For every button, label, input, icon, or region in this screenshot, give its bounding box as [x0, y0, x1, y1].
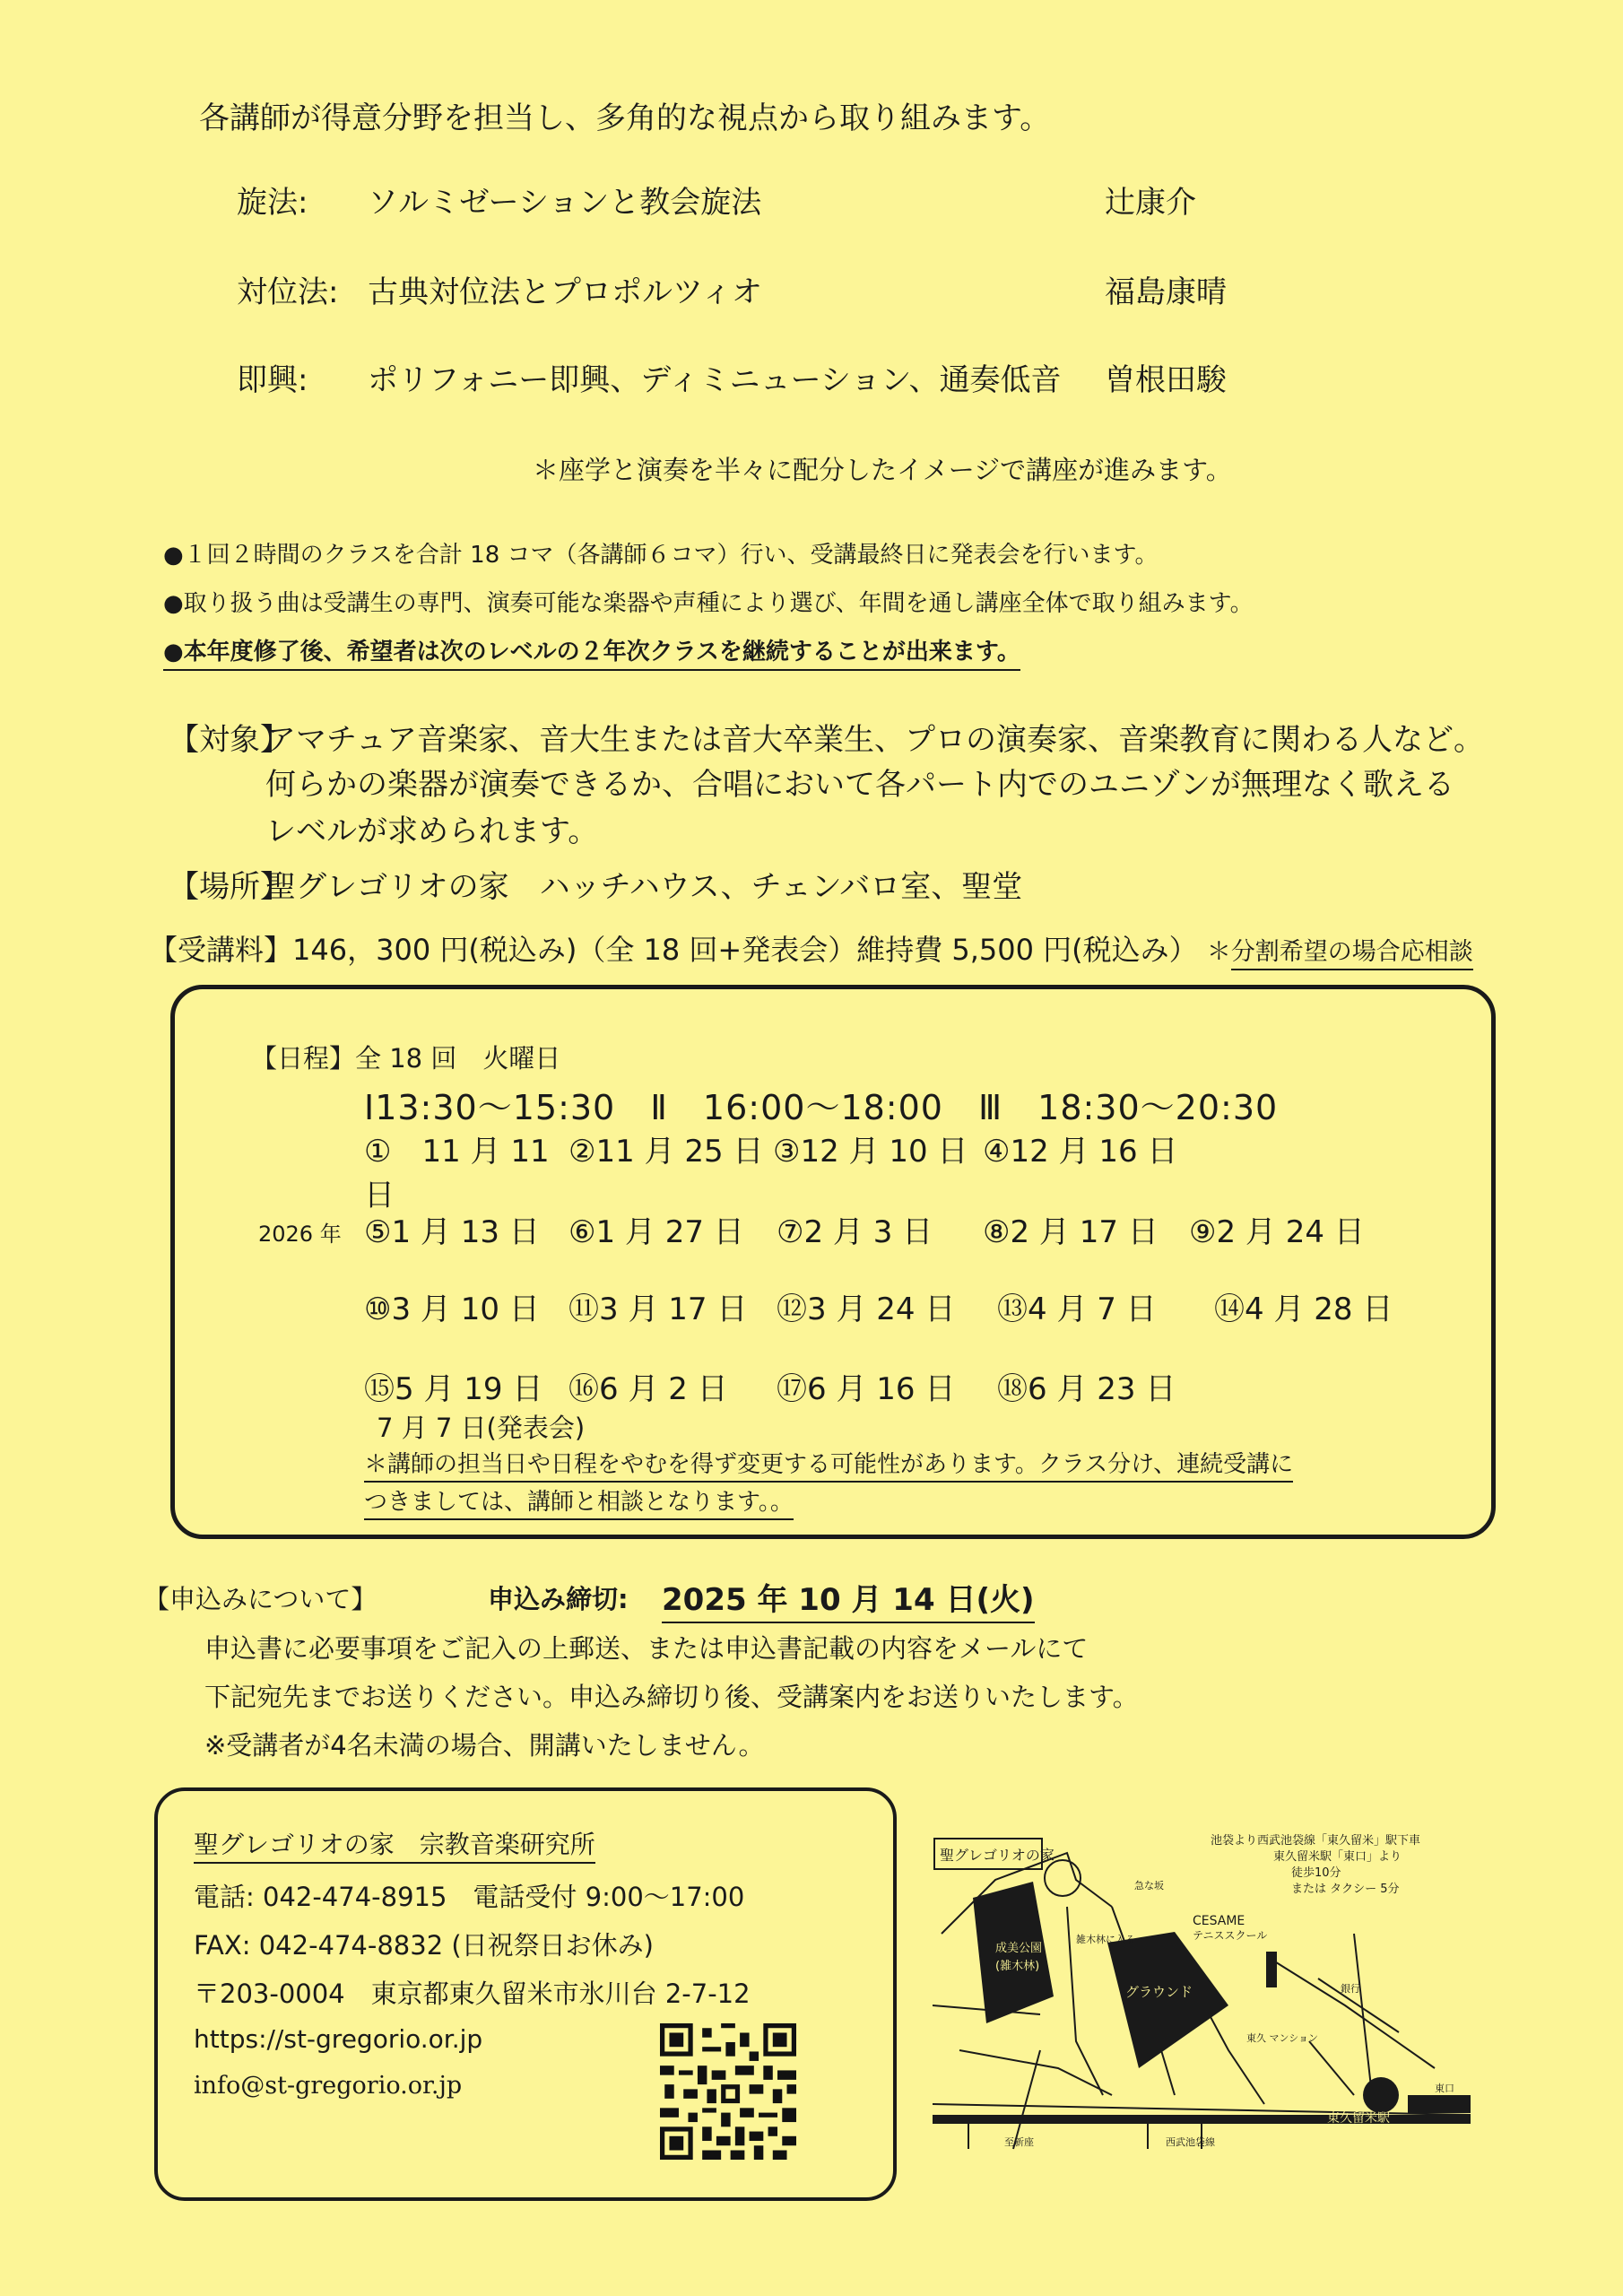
map-bottom-left: 至新座: [1004, 2136, 1034, 2148]
date-item: ⑱6 月 23 日: [997, 1371, 1176, 1407]
map-station: 東久留米駅: [1327, 2111, 1390, 2126]
date-item: ⑤1 月 13 日: [364, 1214, 540, 1250]
date-item: ⑮5 月 19 日: [364, 1371, 543, 1407]
fee-note: 分割希望の場合応相談: [1231, 938, 1473, 970]
contact-address: 〒203-0004 東京都東久留米市氷川台 2-7-12: [194, 1979, 751, 2009]
course-teacher: 曽根田駿: [1105, 362, 1227, 398]
date-item: ②11 月 25 日: [568, 1134, 764, 1170]
course-teacher: 辻康介: [1105, 185, 1196, 221]
map-directions: 池袋より西武池袋線「東久留米」駅下車: [1211, 1834, 1421, 1848]
schedule-note-1: ＊講師の担当日や日程をやむを得ず変更する可能性があります。クラス分け、連続受講に: [364, 1446, 1293, 1479]
date-item: ⑬4 月 7 日: [997, 1292, 1157, 1327]
date-item: ④12 月 16 日: [983, 1134, 1178, 1170]
application-line: 申込書に必要事項をご記入の上郵送、または申込書記載の内容をメールにて: [204, 1633, 1089, 1664]
contact-tel: 電話: 042-474-8915 電話受付 9:00～17:00: [194, 1882, 745, 1912]
date-item: ⑨2 月 24 日: [1189, 1214, 1365, 1250]
course-subject: 即興:: [237, 362, 308, 398]
deadline-date: 2025 年 10 月 14 日(火): [662, 1575, 1035, 1623]
contact-email[interactable]: info@st-gregorio.or.jp: [194, 2072, 463, 2100]
map-title: 聖グレゴリオの家: [940, 1847, 1055, 1864]
map-tennis: CESAME: [1193, 1914, 1245, 1928]
map-bottom-mid: 西武池袋線: [1166, 2136, 1215, 2148]
date-item: ⑫3 月 24 日: [777, 1292, 956, 1327]
date-item: ① 11 月 11 日: [364, 1134, 550, 1213]
course-teacher: 福島康晴: [1105, 274, 1227, 310]
course-content: ソルミゼーションと教会旋法: [368, 185, 762, 221]
course-note: ＊座学と演奏を半々に配分したイメージで講座が進みます。: [533, 455, 1232, 485]
map-road-label: 雑木林に入る: [1076, 1934, 1135, 1945]
map-park: 成美公園: [995, 1942, 1043, 1955]
date-item: ⑯6 月 2 日: [568, 1371, 728, 1407]
recital-date: 7 月 7 日(発表会): [377, 1413, 586, 1443]
fee-line: [149, 927, 1473, 969]
map-park-sub: (雑木林): [995, 1960, 1040, 1973]
bullet-item: ●１回２時間のクラスを合計 18 コマ（各講師６コマ）行い、受講最終日に発表会を行います。: [163, 542, 1159, 569]
date-row: [364, 1126, 1177, 1214]
date-row: [364, 1284, 1393, 1328]
date-item: ⑪3 月 17 日: [568, 1292, 748, 1327]
intro-text: 各講師が得意分野を担当し、多角的な視点から取り組みます。: [199, 100, 1051, 136]
course-content: ポリフォニー即興、ディミニューション、通奏低音: [368, 362, 1062, 398]
date-item: ⑦2 月 3 日: [777, 1214, 933, 1250]
access-map: [933, 1826, 1471, 2158]
date-item: ⑰6 月 16 日: [777, 1371, 956, 1407]
date-item: ⑭4 月 28 日: [1214, 1292, 1393, 1327]
application-line: 下記宛先までお送りください。申込み締切り後、受講案内をお送りいたします。: [204, 1682, 1139, 1712]
course-content: 古典対位法とプロポルツィオ: [368, 274, 762, 310]
map-directions: 徒歩10分: [1291, 1866, 1341, 1880]
qr-code: [660, 2023, 796, 2160]
fee-value: 146，300 円(税込み)（全 18 回+発表会）維持費 5,500 円(税込み）: [292, 933, 1198, 967]
course-subject: 対位法:: [237, 274, 339, 310]
bullet-item-highlight: ●本年度修了後、希望者は次のレベルの２年次クラスを継続することが出来ます。: [163, 633, 1020, 671]
target-line: アマチュア音楽家、音大生または音大卒業生、プロの演奏家、音楽教育に関わる人など。: [265, 722, 1484, 758]
date-row: [364, 1364, 1176, 1408]
fee-label: 【受講料】: [149, 933, 293, 967]
map-tennis-sub: テニススクール: [1193, 1929, 1268, 1942]
schedule-times: Ⅰ13:30～15:30 Ⅱ 16:00～18:00 Ⅲ 18:30～20:30: [364, 1088, 1279, 1127]
date-item: ③12 月 10 日: [773, 1134, 968, 1170]
map-mansion: 東久 マンション: [1246, 2032, 1319, 2044]
schedule-header: 【日程】全 18 回 火曜日: [251, 1043, 561, 1074]
bullet-item: ●取り扱う曲は受講生の専門、演奏可能な楽器や声種により選び、年間を通し講座全体で取り組みます。: [163, 590, 1254, 617]
map-directions: 東久留米駅「東口」より: [1273, 1850, 1402, 1864]
application-label: 【申込みについて】: [143, 1584, 378, 1614]
map-directions: または タクシー 5分: [1291, 1883, 1400, 1896]
map-east-exit: 東口: [1435, 2083, 1454, 2094]
date-item: ⑧2 月 17 日: [983, 1214, 1159, 1250]
schedule-note-2: つきましては、講師と相談となります。。: [364, 1483, 794, 1517]
date-item: ⑩3 月 10 日: [364, 1292, 540, 1327]
date-item: ⑥1 月 27 日: [568, 1214, 744, 1250]
contact-fax: FAX: 042-474-8832 (日祝祭日お休み): [194, 1930, 654, 1961]
target-line: 何らかの楽器が演奏できるか、合唱において各パート内でのユニゾンが無理なく歌える: [265, 767, 1454, 803]
contact-org: 聖グレゴリオの家 宗教音楽研究所: [194, 1825, 595, 1861]
date-row: [364, 1207, 1365, 1251]
target-line: レベルが求められます。: [265, 813, 599, 849]
place-label: 【場所】: [169, 869, 291, 905]
course-subject: 旋法:: [237, 185, 308, 221]
map-bank: 銀行: [1341, 1983, 1360, 1995]
map-corner: 急な坂: [1134, 1880, 1164, 1892]
application-line: ※受講者が4名未満の場合、開講いたしません。: [204, 1730, 765, 1761]
deadline-label: 申込み締切:: [488, 1584, 629, 1614]
year-label: 2026 年: [258, 1222, 342, 1247]
contact-url[interactable]: https://st-gregorio.or.jp: [194, 2024, 483, 2054]
map-ground: グラウンド: [1125, 1984, 1193, 2000]
fee-note-mark: ＊: [1206, 938, 1231, 966]
place-value: 聖グレゴリオの家 ハッチハウス、チェンバロ室、聖堂: [265, 869, 1023, 905]
target-label: 【対象】: [169, 722, 291, 758]
